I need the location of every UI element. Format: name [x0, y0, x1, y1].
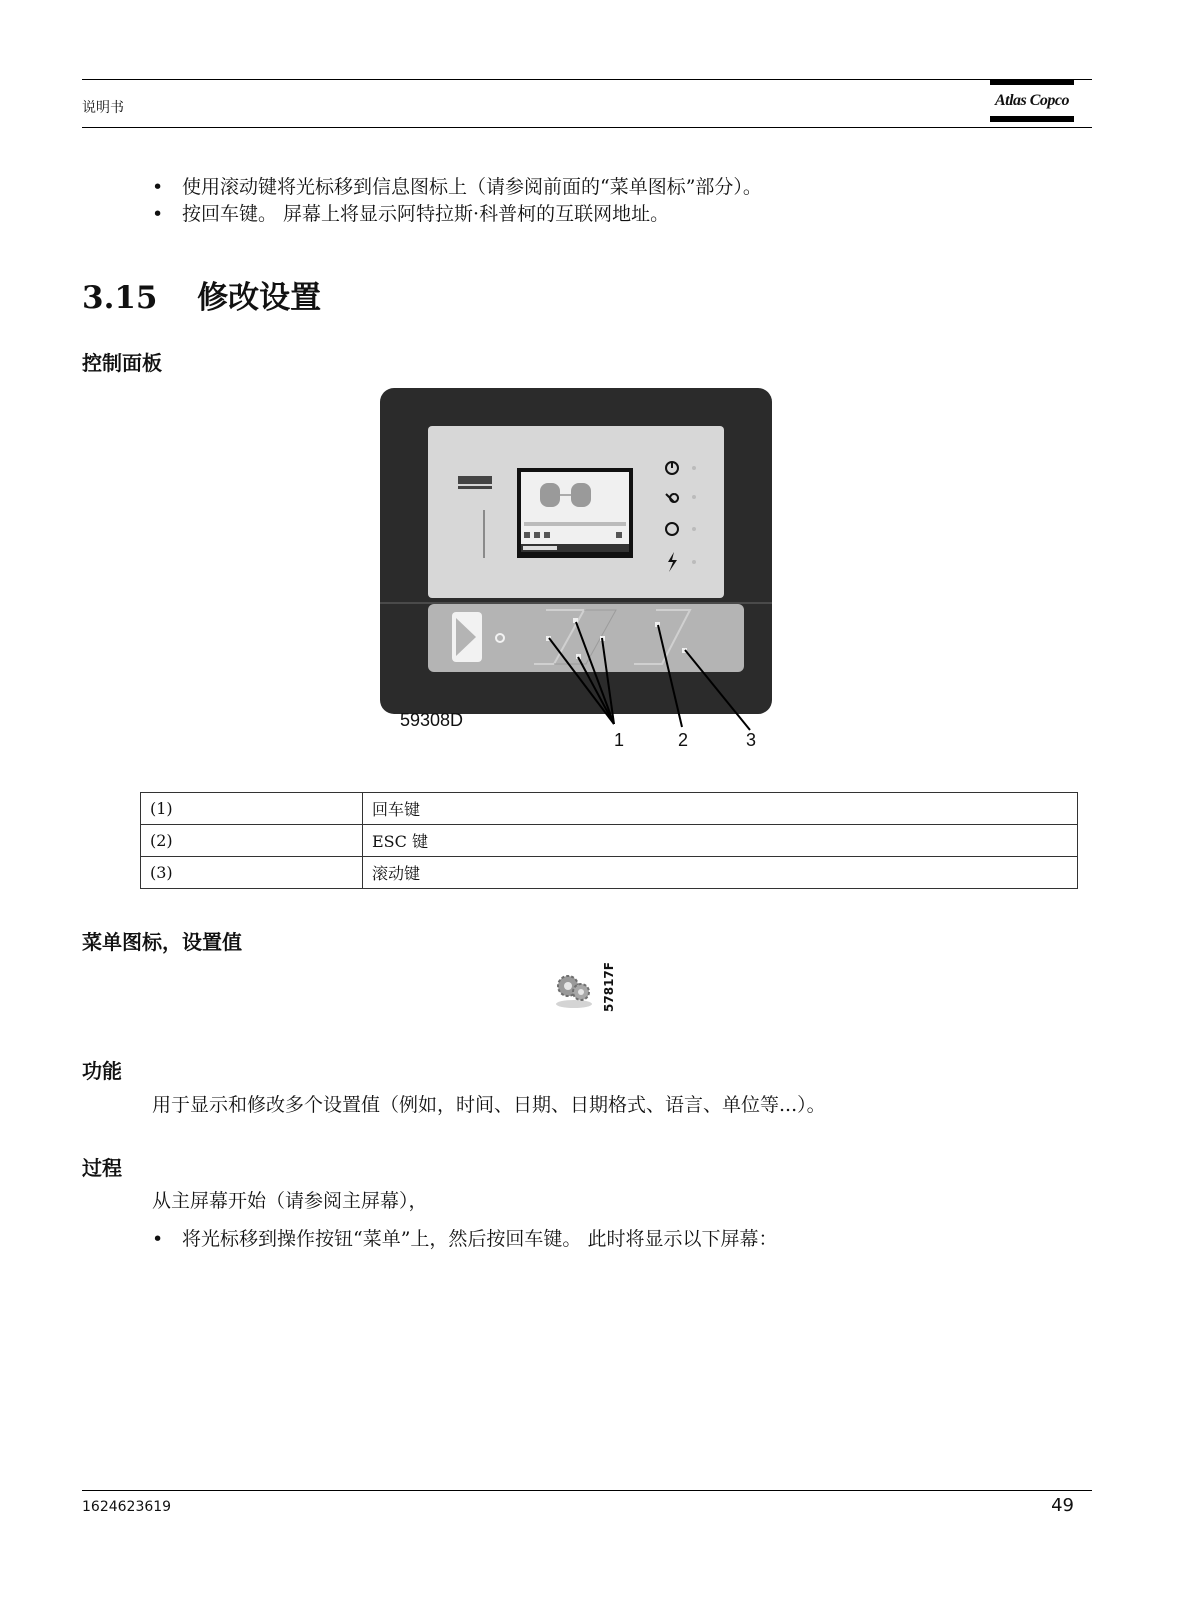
menu-icon-heading: 菜单图标，设置值 [82, 930, 242, 954]
table-row [141, 793, 1078, 825]
procedure-bullet-1: • 将光标移到操作按钮“菜单”上，然后按回车键。 此时将显示以下屏幕： [152, 1228, 778, 1250]
table-cell-desc: ESC 键 [363, 825, 1078, 857]
procedure-bullet-1-text: 将光标移到操作按钮“菜单”上，然后按回车键。 此时将显示以下屏幕： [182, 1228, 778, 1250]
brand-logo-text: Atlas Copco [994, 92, 1070, 109]
brand-logo [990, 80, 1074, 126]
header-doc-label: 说明书 [82, 100, 124, 116]
table-row [141, 857, 1078, 889]
legend-table [140, 792, 1078, 889]
intro-bullet-1: • 使用滚动键将光标移到信息图标上（请参阅前面的“菜单图标”部分）。 [152, 176, 762, 198]
table-cell-desc: 滚动键 [363, 857, 1078, 889]
callout-3: 3 [746, 730, 757, 750]
callout-1: 1 [614, 730, 625, 750]
table-cell-ref: (2) [141, 825, 363, 857]
function-heading: 功能 [82, 1059, 122, 1083]
control-panel-heading: 控制面板 [82, 351, 162, 375]
control-panel-figure-id: 59308D [400, 710, 464, 730]
procedure-heading: 过程 [82, 1156, 122, 1180]
table-row [141, 825, 1078, 857]
panel-lcd [521, 472, 629, 552]
procedure-intro: 从主屏幕开始（请参阅主屏幕）， [152, 1190, 428, 1212]
intro-bullet-2: • 按回车键。 屏幕上将显示阿特拉斯·科普柯的互联网地址。 [152, 203, 670, 225]
section-title [82, 272, 321, 317]
section-number: 3.15 [82, 280, 158, 316]
footer-rule [82, 1490, 1092, 1491]
table-cell-desc: 回车键 [363, 793, 1078, 825]
settings-gears-icon [552, 966, 596, 1010]
footer-doc-number: 1624623619 [82, 1499, 172, 1515]
callout-2: 2 [678, 730, 689, 750]
section-title-text: 修改设置 [197, 280, 322, 316]
function-text: 用于显示和修改多个设置值（例如，时间、日期、日期格式、语言、单位等...）。 [152, 1094, 826, 1116]
header-bottom-rule [82, 127, 1092, 128]
table-cell-ref: (3) [141, 857, 363, 889]
intro-bullet-1-text: 使用滚动键将光标移到信息图标上（请参阅前面的“菜单图标”部分）。 [182, 176, 762, 198]
footer-page-number: 49 [1051, 1495, 1074, 1516]
table-cell-ref: (1) [141, 793, 363, 825]
menu-icon-figure-id: 57817F [601, 962, 616, 1012]
control-panel-figure [376, 382, 786, 754]
intro-bullet-2-text: 按回车键。 屏幕上将显示阿特拉斯·科普柯的互联网地址。 [182, 203, 670, 225]
header-top-rule [82, 79, 1092, 80]
